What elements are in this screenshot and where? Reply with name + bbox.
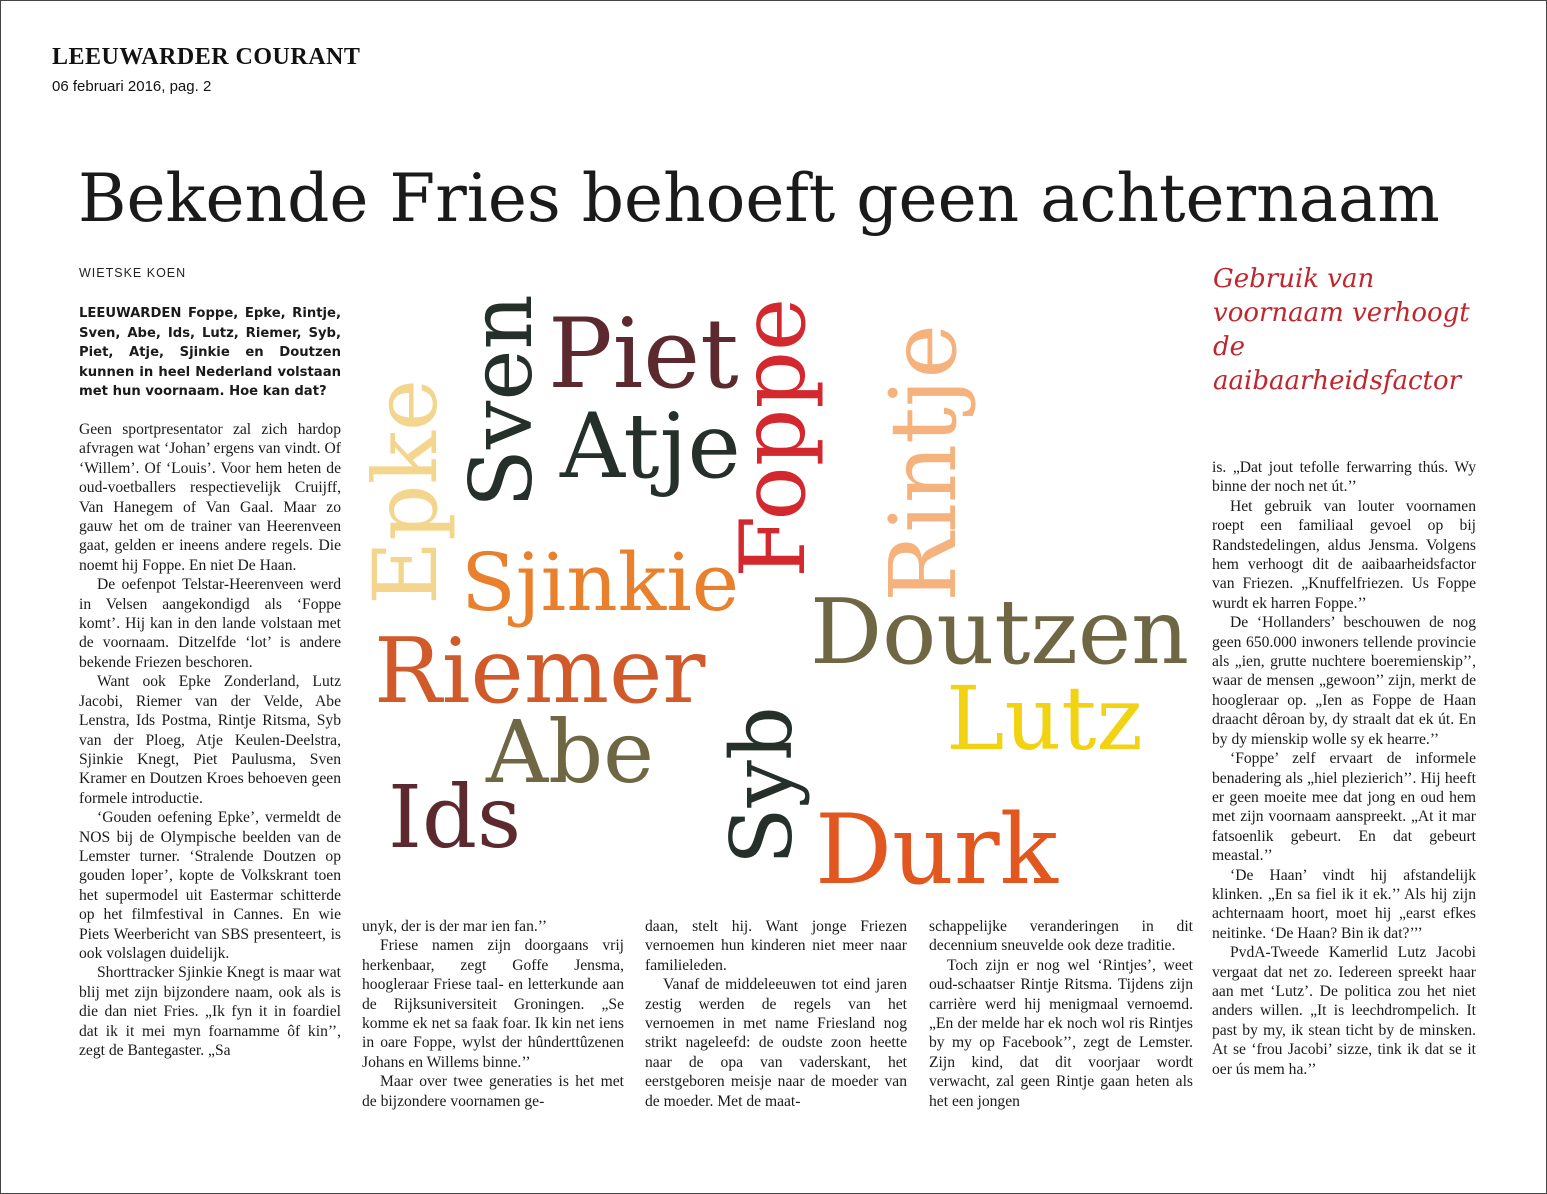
word-epke: Epke	[354, 379, 457, 605]
word-sven: Sven	[452, 294, 552, 508]
article-column-5	[1212, 458, 1476, 1079]
paragraph: unyk, der is der mar ien fan.’’	[362, 918, 548, 935]
pull-quote: Gebruik van voornaam verhoogt de aaibaarheidsfactor	[1213, 264, 1470, 396]
paragraph: Toch zijn er nog wel ‘Rintjes’, weet oud-schaatser Rintje Ritsma. Tijdens zijn carrière werd hij menigmaal vernoemd. „En der melde har ek noch wol ris Rintjes by my op Facebook’’, zegt de Lemster. Zijn kind, dat dit voorjaar wordt verwacht, zal geen Rintje gaan heten als het een jongen	[929, 956, 1193, 1110]
word-syb: Syb	[713, 706, 811, 865]
word-sjinkie: Sjinkie	[461, 536, 740, 629]
word-ids: Ids	[388, 768, 522, 868]
article-column-1	[79, 420, 341, 1060]
article-column-4	[929, 917, 1193, 1111]
word-doutzen: Doutzen	[810, 580, 1190, 685]
word-durk: Durk	[815, 794, 1058, 906]
paragraph: De ‘Hollanders’ beschouwen de nog geen 650.000 inwoners tellende provincie als „ien, grutte nuchtere boeremienskip’’, waar de mensen „gewoon’’ zijn, merkt de hoogleraar op. „Ien as Foppe de Haan draacht dêroan by, dy straalt dat ek út. En by dy mienskip wolle sy ek hearre.’’	[1212, 614, 1476, 748]
paragraph: ‘Foppe’ zelf ervaart de informele benadering als „hiel plezierich’’. Hij heeft er geen moeite mee dat jong en oud hem met zijn voornaam aanspreekt. „At it mar fatsoenlik gebeurt. En dat gebeurt meastal.’’	[1212, 750, 1476, 865]
word-rintje: Rintje	[870, 324, 977, 602]
lead-paragraph: LEEUWARDEN Foppe, Epke, Rintje, Sven, Abe, Ids, Lutz, Riemer, Syb, Piet, Atje, Sjinkie en Doutzen kunnen in heel Nederland volstaan met hun voornaam. Hoe kan dat?	[79, 306, 341, 399]
word-atje: Atje	[560, 394, 741, 499]
paragraph: schappelijke veranderingen in dit decennium sneuvelde ook deze traditie.	[929, 918, 1193, 955]
byline: WIETSKE KOEN	[79, 266, 187, 280]
newspaper-masthead: LEEUWARDER COURANT	[52, 44, 361, 70]
paragraph: Friese namen zijn doorgaans vrij herkenbaar, zegt Goffe Jensma, hoogleraar Friese taal- en letterkunde aan de Rijksuniversiteit Groningen. „Se komme ek net sa faak foar. Ik kin net iens in oare Foppe, wylst der hûnderttûzenen Johans en Willems binne.’’	[362, 937, 624, 1071]
paragraph: ‘De Haan’ vindt hij afstandelijk klinken. „En sa fiel ik it ek.’’ Als hij zijn achternaam hoort, moet hij „earst efkes neitinke. ‘De Haan? Bin ik dat?’’’	[1212, 866, 1476, 942]
paragraph: ‘Gouden oefening Epke’, vermeldt de NOS bij de Olympische beelden van de Lemster turner. ‘Stralende Doutzen op gouden loper’, kopte de Volkskrant toen het supermodel uit Eastermar schitterde op het filmfestival in Cannes. En wie Piets Weerbericht van SBS presenteert, is ook volslagen duidelijk.	[79, 809, 341, 962]
paragraph: Want ook Epke Zonderland, Lutz Jacobi, Riemer van der Velde, Abe Lenstra, Ids Postma, Rintje Ritsma, Syb van der Ploeg, Atje Keulen-Deelstra, Sjinkie Knegt, Piet Paulusma, Sven Kramer en Doutzen Kroes behoeven geen formele introductie.	[79, 673, 341, 807]
word-abe: Abe	[486, 703, 655, 803]
paragraph: Maar over twee generaties is het met de bijzondere voornamen ge-	[362, 1073, 624, 1110]
paragraph: daan, stelt hij. Want jonge Friezen vernoemen hun kinderen niet meer naar familieleden.	[645, 918, 907, 974]
word-piet: Piet	[548, 298, 739, 410]
word-riemer: Riemer	[374, 619, 706, 724]
paragraph: PvdA-Tweede Kamerlid Lutz Jacobi vergaat dat net zo. Iedereen spreekt haar aan met ‘Lutz’. De politica zou het niet anders willen. „It is leechdrompelich. It past by my, ik stean ticht by de minsken. At se ‘frou Jacobi’ sizze, tink ik dat se it oer ús mem ha.’’	[1212, 944, 1476, 1078]
word-foppe: Foppe	[721, 297, 826, 578]
headline: Bekende Fries behoeft geen achternaam	[78, 160, 1440, 237]
paragraph: is. „Dat jout tefolle ferwarring thús. Wy binne der noch net út.’’	[1212, 459, 1476, 496]
paragraph: Geen sportpresentator zal zich hardop afvragen wat ‘Johan’ ergens van vindt. Of ‘Willem’. Of ‘Louis’. Voor hem heten de oud-voetballers respectievelijk Cruijff, Van Hanegem of Van Gaal. Maar zo gauw het om de trainer van Heerenveen gaat, gelden er ineens andere regels. Die noemt hij Foppe. En niet De Haan.	[79, 421, 341, 574]
paragraph: De oefenpot Telstar-Heerenveen werd in Velsen aangekondigd als ‘Foppe komt’. Hij kan in den lande volstaan met de voornaam. Ditzelfde ‘lot’ is andere bekende Friezen beschoren.	[79, 576, 341, 671]
article-column-3	[645, 917, 907, 1111]
article-column-2	[362, 917, 624, 1111]
paragraph: Het gebruik van louter voornamen roept een familiaal gevoel op bij Randstedelingen, aldus Jensma. Volgens hem verhoogt dit de aaibaarheidsfactor van Friezen. „Knuffelfriezen. Us Foppe wurdt ek harren Foppe.’’	[1212, 497, 1476, 612]
paragraph: Vanaf de middeleeuwen tot eind jaren zestig werden de regels van het vernoemen in met name Friesland nog strikt nageleefd: de oudste zoon heette naar de opa van vaderskant, het eerstgeboren meisje naar de moeder van de moeder. Met de maat-	[645, 976, 907, 1110]
word-lutz: Lutz	[946, 667, 1143, 770]
paragraph: Shorttracker Sjinkie Knegt is maar wat blij met zijn bijzondere naam, ook als is die dan niet Fries. „Ik fyn it in foardiel dat ik it mei myn foarnamme ôf kin’’, zegt de Bantegaster. „Sa	[79, 964, 341, 1059]
dateline: 06 februari 2016, pag. 2	[52, 78, 212, 95]
